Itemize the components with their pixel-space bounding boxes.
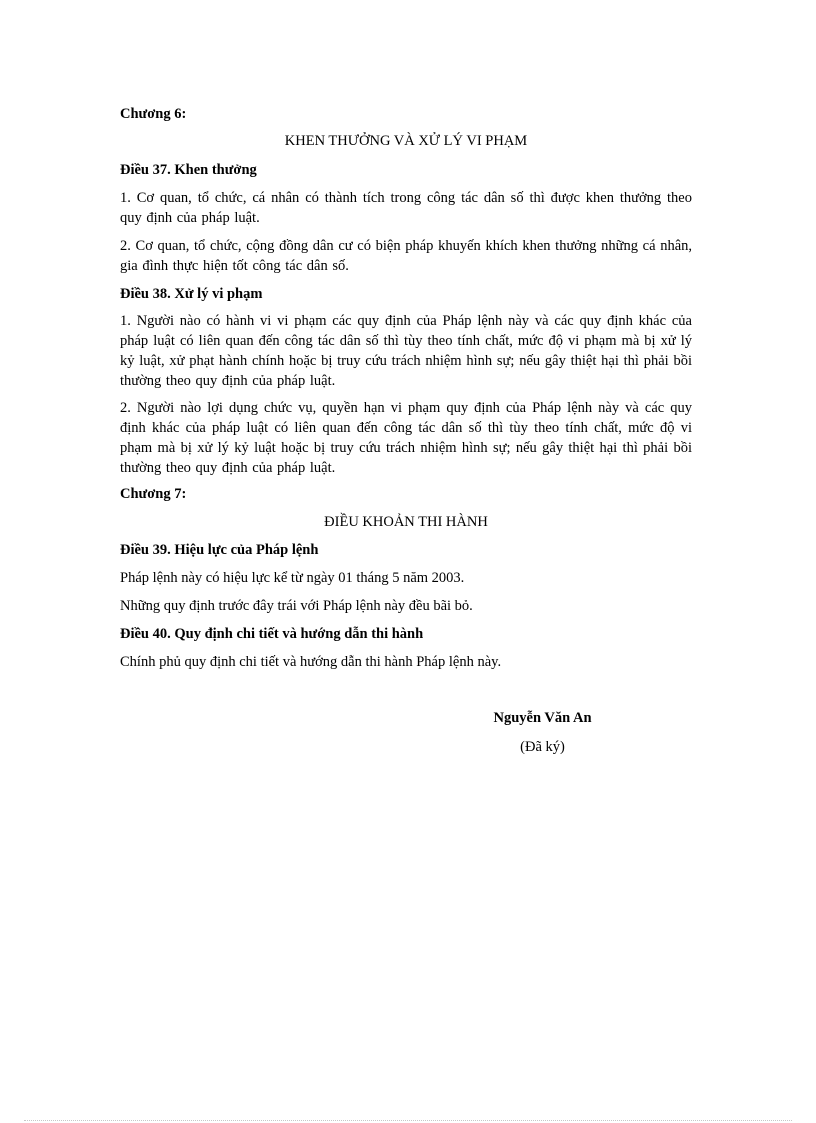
article-40-heading: Điều 40. Quy định chi tiết và hướng dẫn thi hành bbox=[120, 626, 424, 642]
article-38-paragraph-2: 2. Người nào lợi dụng chức vụ, quyền hạn vi phạm quy định của Pháp lệnh này và các quy định khác của pháp luật có liên quan đến công tác dân số thì tùy theo tính chất, mức độ vi phạm mà bị xử lý kỷ luật hoặc bị truy cứu trách nhiệm hình sự; nếu gây thiệt hại thì phải bồi thường theo quy định của pháp luật. bbox=[120, 400, 692, 476]
chapter-6-label: Chương 6: bbox=[120, 106, 187, 122]
article-37-paragraph-2: 2. Cơ quan, tổ chức, cộng đồng dân cư có biện pháp khuyến khích khen thưởng những cá nhân, gia đình thực hiện tốt công tác dân số. bbox=[120, 238, 692, 274]
chapter-6-title: KHEN THƯỞNG VÀ XỬ LÝ VI PHẠM bbox=[284, 133, 528, 149]
article-40-paragraph-1: Chính phủ quy định chi tiết và hướng dẫn thi hành Pháp lệnh này. bbox=[120, 654, 502, 670]
article-39-paragraph-1: Pháp lệnh này có hiệu lực kể từ ngày 01 tháng 5 năm 2003. bbox=[120, 570, 465, 586]
page-bottom-rule bbox=[24, 1120, 792, 1121]
signature-note: (Đã ký) bbox=[520, 739, 565, 755]
article-39-paragraph-2: Những quy định trước đây trái với Pháp lệnh này đều bãi bỏ. bbox=[120, 598, 473, 614]
signature-name: Nguyễn Văn An bbox=[493, 710, 592, 726]
article-37-paragraph-1: 1. Cơ quan, tổ chức, cá nhân có thành tích trong công tác dân số thì được khen thưởng theo quy định của pháp luật. bbox=[120, 190, 692, 226]
chapter-7-title: ĐIỀU KHOẢN THI HÀNH bbox=[324, 514, 488, 530]
article-38-paragraph-1: 1. Người nào có hành vi vi phạm các quy định của Pháp lệnh này và các quy định khác của pháp luật có liên quan đến công tác dân số thì tùy theo tính chất, mức độ vi phạm mà bị xử lý kỷ luật, xử phạt hành chính hoặc bị truy cứu trách nhiệm hình sự; nếu gây thiệt hại thì phải bồi thường theo quy định của pháp luật. bbox=[120, 313, 692, 389]
article-37-heading: Điều 37. Khen thưởng bbox=[120, 162, 257, 178]
chapter-7-label: Chương 7: bbox=[120, 486, 187, 502]
article-38-heading: Điều 38. Xử lý vi phạm bbox=[120, 286, 263, 302]
article-39-heading: Điều 39. Hiệu lực của Pháp lệnh bbox=[120, 542, 319, 558]
